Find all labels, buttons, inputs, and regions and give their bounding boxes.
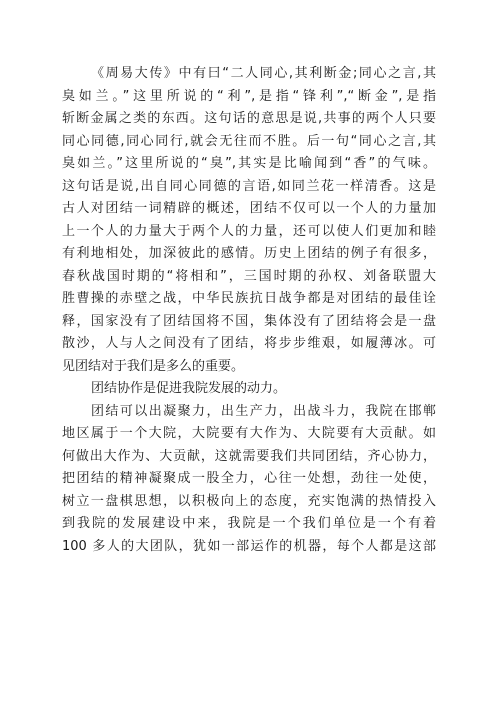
text-line: 散沙，人与人之间没有了团结，将步步维艰，如履薄冰。可 bbox=[62, 336, 436, 351]
text-line: 见团结对于我们是多么的重要。 bbox=[62, 358, 245, 374]
text-line: 斩断金属之类的东西。这句话的意思是说,共事的两个人只要 bbox=[62, 111, 436, 126]
text-line: 臭如兰。”这里所说的“利”,是指“锋利”,“断金”,是指 bbox=[62, 88, 436, 104]
text-line: 100 多人的大团队，犹如一部运作的机器，每个人都是这部 bbox=[62, 538, 436, 554]
document-body bbox=[62, 63, 436, 558]
text-line: 把团结的精神凝聚成一股全力，心往一处想，劲往一处使， bbox=[62, 471, 436, 486]
text-line: 春秋战国时期的“将相和”，三国时期的孙权、刘备联盟大 bbox=[62, 268, 436, 284]
text-line: 这句话是说,出自同心同德的言语,如同兰花一样清香。这是 bbox=[62, 178, 436, 194]
text-line: 同心同德,同心同行,就会无往而不胜。后一句“同心之言,其 bbox=[62, 133, 436, 149]
text-line: 地区属于一个大院，大院要有大作为、大院要有大贡献。如 bbox=[62, 426, 436, 441]
text-line: 团结可以出凝聚力，出生产力，出战斗力，我院在邯郸 bbox=[91, 403, 436, 419]
text-line: 何做出大作为、大贡献，这就需要我们共同团结，齐心协力， bbox=[62, 448, 436, 464]
text-line: 树立一盘棋思想，以积极向上的态度，充实饱满的热情投入 bbox=[62, 493, 436, 509]
text-line: 团结协作是促进我院发展的动力。 bbox=[91, 381, 287, 396]
text-line: 古人对团结一词精辟的概述，团结不仅可以一个人的力量加 bbox=[62, 201, 436, 216]
text-line: 《周易大传》中有曰“二人同心,其利断金;同心之言,其 bbox=[91, 66, 436, 81]
text-line: 有利地相处，加深彼此的感情。历史上团结的例子有很多， bbox=[62, 246, 436, 261]
text-line: 胜曹操的赤壁之战，中华民族抗日战争都是对团结的最佳诠 bbox=[62, 291, 436, 306]
text-line: 释，国家没有了团结国将不国，集体没有了团结将会是一盘 bbox=[62, 313, 436, 329]
text-line: 臭如兰。”这里所说的“臭”,其实是比喻闻到“香”的气味。 bbox=[62, 156, 436, 171]
text-line: 到我院的发展建设中来，我院是一个我们单位是一个有着 bbox=[62, 516, 436, 531]
text-line: 上一个人的力量大于两个人的力量，还可以使人们更加和睦 bbox=[62, 223, 436, 239]
